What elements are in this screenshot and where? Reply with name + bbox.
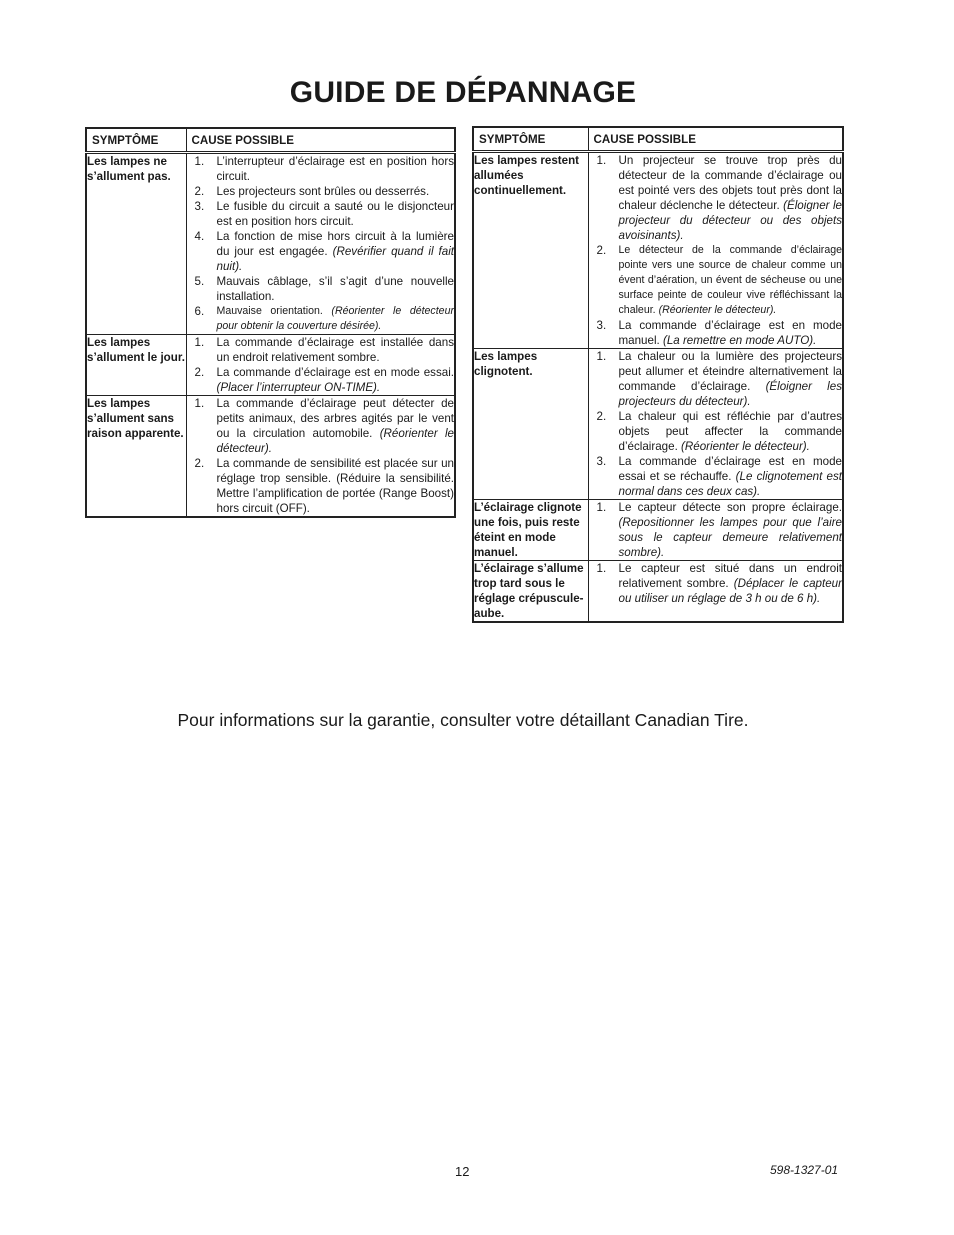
cause-hint: (Réorienter le détecteur). xyxy=(681,440,810,453)
cause-number: 2. xyxy=(194,366,205,379)
cause-number: 2. xyxy=(194,185,205,198)
cause-text: La commande d’éclairage peut détecter de petits animaux, des arbres agités par le vent ou la circulation automobile. xyxy=(216,397,454,440)
cause-number: 6. xyxy=(194,305,205,318)
table-row xyxy=(86,153,455,335)
cause-list xyxy=(187,396,455,516)
page-title: GUIDE DE DÉPANNAGE xyxy=(289,76,637,109)
symptom-header: SYMPTÔME xyxy=(86,128,186,153)
symptom-cell: Les lampes s’allument sans raison apparente. xyxy=(86,396,186,518)
cause-number: 1. xyxy=(596,562,607,575)
cause-hint: (La remettre en mode AUTO). xyxy=(662,334,817,347)
cause-hint: (Déplacer le capteur ou utiliser un réglage de 3 h ou de 6 h). xyxy=(618,577,842,605)
symptom-cell: Les lampes ne s’allument pas. xyxy=(86,153,186,335)
cause-text: Mauvaise orientation. xyxy=(216,305,332,317)
cause-text: La chaleur qui est réfléchie par d’autres objets peut affecter la commande d’éclairage. xyxy=(618,410,842,453)
cause-list xyxy=(187,154,455,334)
cause-item xyxy=(187,365,455,395)
cause-hint: (Éloigner le projecteur du détecteur ou des objets avoisinants). xyxy=(618,199,842,242)
cause-hint: (Réorienter le détecteur pour obtenir la couverture désirée). xyxy=(216,305,454,332)
cause-text-wrap xyxy=(217,365,455,395)
symptom-cell: Les lampes s’allument le jour. xyxy=(86,335,186,396)
cause-text: Un projecteur se trouve trop près du détecteur de la commande d’éclairage ou est pointé vers des objets tout près dont la chaleur déclenche le détecteur. xyxy=(618,154,842,212)
cause-text: La commande de sensibilité est placée sur un réglage trop sensible. (Réduire la sensibilité. Mettre l’amplification de portée (Range Boost) hors circuit (OFF). xyxy=(216,457,454,515)
cause-number: 2. xyxy=(596,244,607,257)
cause-text-wrap xyxy=(217,456,455,516)
cause-text: La fonction de mise hors circuit à la lumière du jour est engagée. xyxy=(216,230,454,258)
cause-text-wrap xyxy=(619,500,843,560)
cause-number: 3. xyxy=(596,319,607,332)
cause-item xyxy=(187,199,455,229)
cause-hint: (Revérifier quand il fait nuit). xyxy=(216,245,454,273)
cause-list xyxy=(589,349,843,499)
cause-cell xyxy=(588,500,843,561)
cause-text: Le capteur est situé dans un endroit relativement sombre. xyxy=(618,562,842,590)
cause-text-wrap xyxy=(217,274,455,304)
cause-number: 3. xyxy=(194,200,205,213)
cause-cell xyxy=(588,152,843,349)
cause-list xyxy=(187,335,455,395)
cause-text-wrap xyxy=(217,184,455,199)
warranty-note: Pour informations sur la garantie, consulter votre détaillant Canadian Tire. xyxy=(177,710,749,730)
cause-text: La chaleur ou la lumière des projecteurs peut allumer et éteindre alternativement la commande d’éclairage. xyxy=(618,350,842,393)
cause-hint: (Éloigner les projecteurs du détecteur). xyxy=(618,380,842,408)
cause-item xyxy=(589,500,843,560)
cause-text: Le détecteur de la commande d’éclairage pointe vers une source de chaleur comme un évent d’aération, un évent de sécheuse ou une surface peinte de couleur vive réfléchissant la chaleur. xyxy=(618,244,842,316)
cause-header: CAUSE POSSIBLE xyxy=(186,128,455,153)
cause-header: CAUSE POSSIBLE xyxy=(588,127,843,152)
cause-number: 2. xyxy=(194,457,205,470)
cause-cell xyxy=(186,335,455,396)
table-body-left xyxy=(86,153,455,518)
cause-item xyxy=(187,274,455,304)
troubleshooting-table-right xyxy=(472,126,844,623)
table-row xyxy=(473,152,843,349)
cause-hint: (Repositionner les lampes pour que l’aire sous le capteur demeure relativement sombre). xyxy=(618,516,842,559)
cause-text: La commande d’éclairage est en mode manuel. xyxy=(618,319,842,347)
cause-text-wrap xyxy=(619,349,843,409)
cause-number: 1. xyxy=(596,501,607,514)
table-row xyxy=(86,335,455,396)
cause-item xyxy=(187,184,455,199)
cause-text-wrap xyxy=(217,335,455,365)
table-row xyxy=(473,561,843,623)
cause-number: 1. xyxy=(596,350,607,363)
cause-item xyxy=(589,153,843,243)
cause-text-wrap xyxy=(619,243,843,318)
cause-hint: (Réorienter le détecteur). xyxy=(658,304,777,316)
cause-item xyxy=(589,409,843,454)
cause-text-wrap xyxy=(217,396,455,456)
cause-item xyxy=(187,154,455,184)
cause-number: 4. xyxy=(194,230,205,243)
cause-text: La commande d’éclairage est installée dans un endroit relativement sombre. xyxy=(216,336,454,364)
cause-text-wrap xyxy=(217,304,455,334)
cause-text-wrap xyxy=(217,229,455,274)
cause-cell xyxy=(588,349,843,500)
cause-cell xyxy=(588,561,843,623)
cause-number: 2. xyxy=(596,410,607,423)
cause-number: 1. xyxy=(194,397,205,410)
table-row xyxy=(473,349,843,500)
cause-number: 1. xyxy=(194,155,205,168)
cause-hint: (Le clignotement est normal dans ces deux cas). xyxy=(618,470,842,498)
cause-item xyxy=(187,229,455,274)
cause-number: 3. xyxy=(596,455,607,468)
cause-text-wrap xyxy=(619,454,843,499)
symptom-header: SYMPTÔME xyxy=(473,127,588,152)
cause-text-wrap xyxy=(619,561,843,606)
cause-text-wrap xyxy=(619,409,843,454)
cause-text: La commande d’éclairage est en mode essai et se réchauffe. xyxy=(618,455,842,483)
cause-item xyxy=(187,304,455,334)
table-row xyxy=(86,396,455,518)
symptom-cell: Les lampes clignotent. xyxy=(473,349,588,500)
cause-list xyxy=(589,500,843,560)
cause-list xyxy=(589,153,843,348)
cause-hint: (Placer l’interrupteur ON-TIME). xyxy=(216,381,381,394)
cause-item xyxy=(589,318,843,348)
cause-text-wrap xyxy=(619,153,843,243)
troubleshooting-table-left xyxy=(85,127,456,518)
document-number: 598-1327-01 xyxy=(770,1163,839,1177)
cause-cell xyxy=(186,396,455,518)
symptom-cell: L’éclairage s’allume trop tard sous le réglage crépuscule-aube. xyxy=(473,561,588,623)
symptom-cell: Les lampes restent allumées continuellement. xyxy=(473,152,588,349)
cause-number: 5. xyxy=(194,275,205,288)
cause-item xyxy=(589,561,843,606)
symptom-cell: L’éclairage clignote une fois, puis reste éteint en mode manuel. xyxy=(473,500,588,561)
cause-text: Les projecteurs sont brûles ou desserrés. xyxy=(216,185,430,198)
cause-item xyxy=(589,243,843,318)
cause-item xyxy=(187,396,455,456)
cause-text: Mauvais câblage, s’il s’agit d’une nouvelle installation. xyxy=(216,275,454,303)
cause-number: 1. xyxy=(596,154,607,167)
cause-item xyxy=(589,454,843,499)
cause-number: 1. xyxy=(194,336,205,349)
cause-item xyxy=(589,349,843,409)
cause-item xyxy=(187,335,455,365)
cause-hint: (Réorienter le détecteur). xyxy=(216,427,454,455)
cause-cell xyxy=(186,153,455,335)
table-row xyxy=(473,500,843,561)
cause-list xyxy=(589,561,843,606)
cause-text: Le capteur détecte son propre éclairage. xyxy=(618,501,842,514)
page-number: 12 xyxy=(455,1164,470,1179)
cause-text: Le fusible du circuit a sauté ou le disjoncteur est en position hors circuit. xyxy=(216,200,454,228)
cause-text: L’interrupteur d’éclairage est en position hors circuit. xyxy=(216,155,454,183)
cause-text: La commande d’éclairage est en mode essai. xyxy=(216,366,454,379)
cause-text-wrap xyxy=(619,318,843,348)
table-body-right xyxy=(473,152,843,623)
cause-text-wrap xyxy=(217,199,455,229)
cause-text-wrap xyxy=(217,154,455,184)
cause-item xyxy=(187,456,455,516)
